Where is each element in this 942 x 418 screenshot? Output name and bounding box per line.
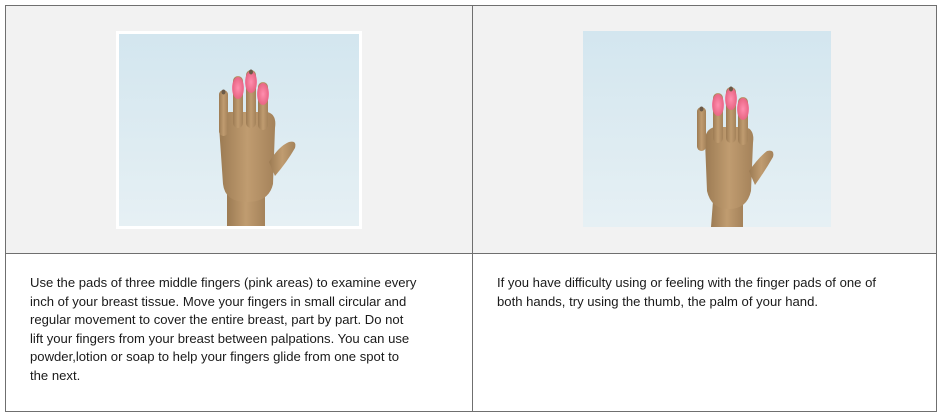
instruction-text-alternative: If you have difficulty using or feeling with the finger pads of one of both hands, try using the thumb, the palm of your hand. — [497, 275, 876, 309]
illustration-cell-left — [6, 6, 473, 254]
hand-illustration-left — [116, 31, 362, 229]
instruction-table — [5, 5, 937, 412]
description-cell-left — [6, 254, 473, 411]
description-cell-right — [473, 254, 936, 411]
instruction-text-pads: Use the pads of three middle fingers (pink areas) to examine every inch of your breast tissue. Move your fingers in small circular and regular movement to cover the entire breast, part by part. Do not lift your fingers from your breast between palpations. You can use powder,lotion or soap to help your fingers glide from one spot to the next. — [30, 275, 417, 383]
illustration-cell-right — [473, 6, 936, 254]
hand-illustration-right — [583, 31, 831, 227]
